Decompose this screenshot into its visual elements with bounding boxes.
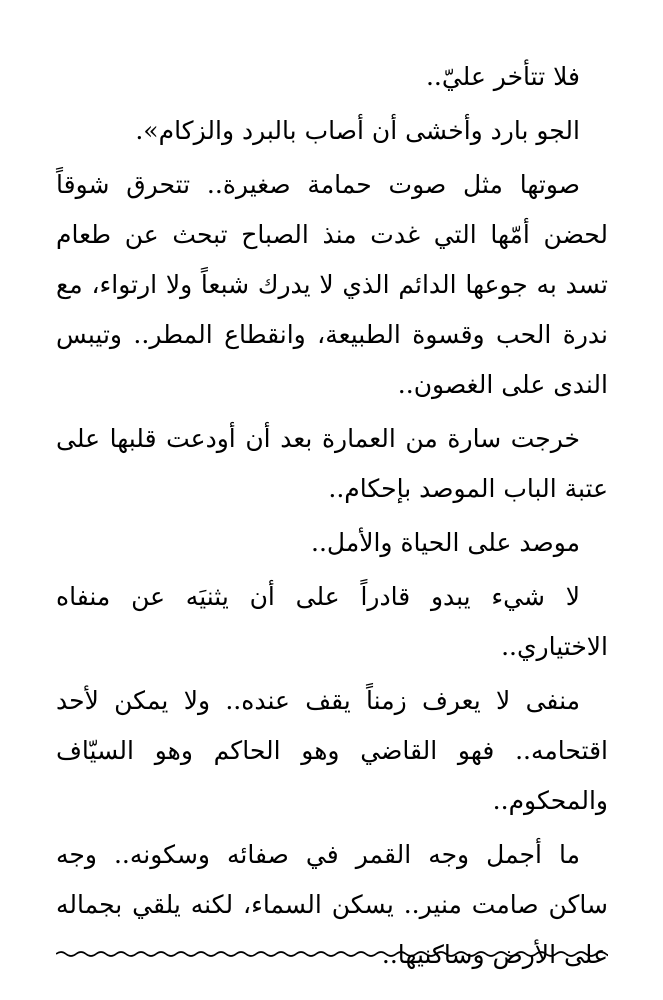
wavy-divider [56, 946, 608, 962]
paragraph-1: فلا تتأخر عليّ.. [425, 62, 580, 91]
paragraph-8: ما أجمل وجه القمر في صفائه وسكونه.. وجه ساكن صامت منير.. يسكن السماء، لكنه يلقي بجماله على الأرض وساكنيها.. [56, 840, 608, 969]
paragraph-7: منفى لا يعرف زمناً يقف عنده.. ولا يمكن لأحد اقتحامه.. فهو القاضي وهو الحاكم وهو السيّاف والمحكوم.. [56, 686, 608, 815]
paragraph-5: موصد على الحياة والأمل.. [311, 528, 580, 557]
wavy-divider-line [56, 952, 608, 956]
paragraph-2: الجو بارد وأخشى أن أصاب بالبرد والزكام». [135, 116, 580, 145]
paragraph-3: صوتها مثل صوت حمامة صغيرة.. تتحرق شوقاً لحضن أمّها التي غدت منذ الصباح تبحث عن طعام تسد به جوعها الدائم الذي لا يدرك شبعاً ولا ارتواء، مع ندرة الحب وقسوة الطبيعة، وانقطاع المطر.. وتيبس الندى على الغصون.. [56, 170, 608, 399]
book-page-text [56, 52, 608, 984]
paragraph-6: لا شيء يبدو قادراً على أن يثنيَه عن منفاه الاختياري.. [56, 582, 608, 661]
paragraph-4: خرجت سارة من العمارة بعد أن أودعت قلبها على عتبة الباب الموصد بإحكام.. [56, 424, 608, 503]
